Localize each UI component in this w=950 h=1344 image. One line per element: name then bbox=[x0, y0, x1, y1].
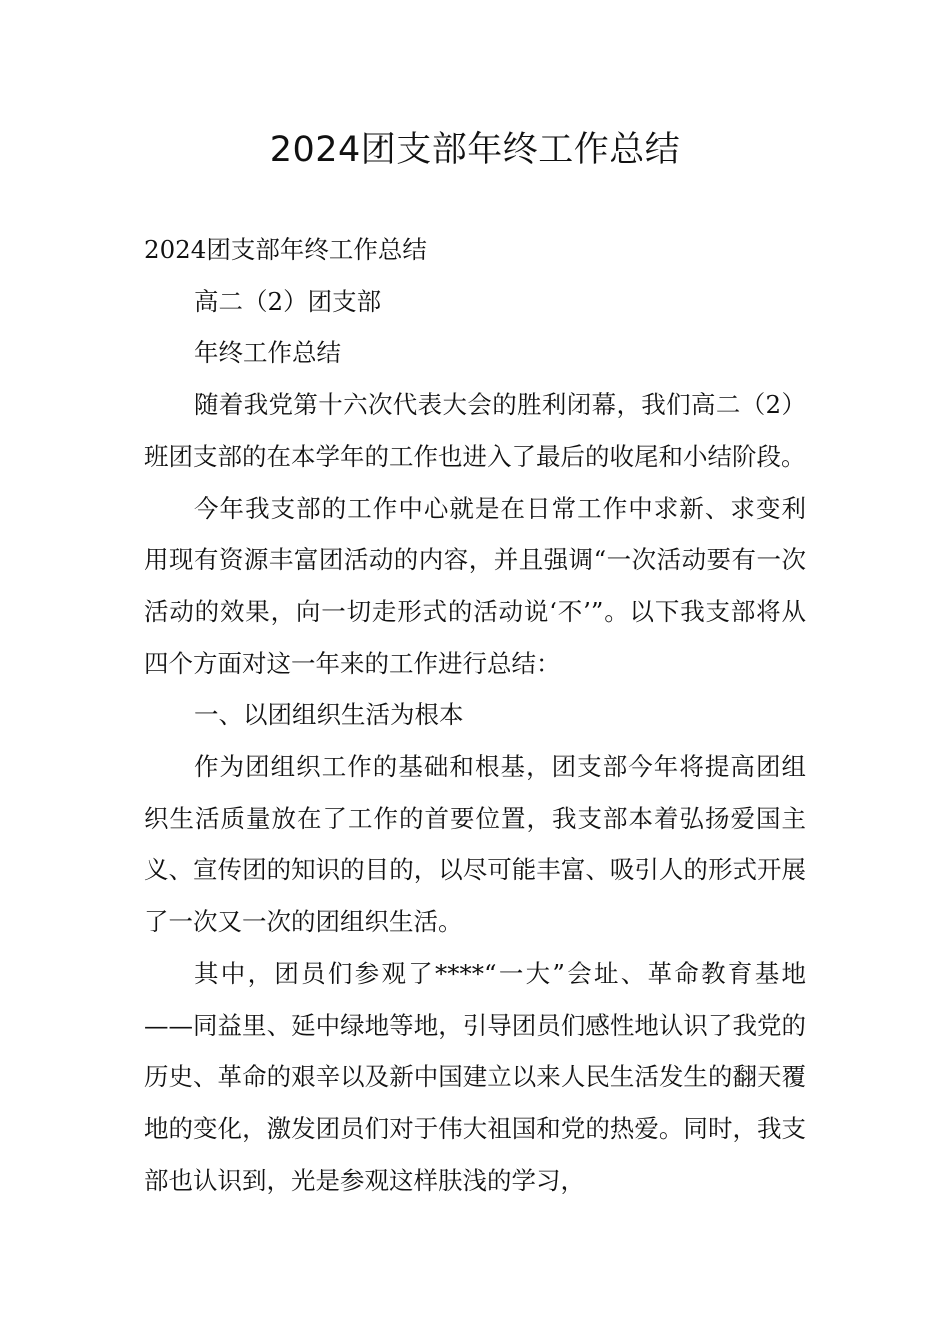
body-paragraph: 其中，团员们参观了****“一大”会址、革命教育基地——同益里、延中绿地等地，引导团员们感性地认识了我党的历史、革命的艰辛以及新中国建立以来人民生活发生的翻天覆地的变化，激发团员们对于伟大祖国和党的热爱。同时，我支部也认识到，光是参观这样肤浅的学习， bbox=[144, 958, 806, 1195]
body-paragraph: 随着我党第十六次代表大会的胜利闭幕，我们高二（2）班团支部的在本学年的工作也进入了最后的收尾和小结阶段。 bbox=[144, 390, 806, 471]
body-paragraph: 作为团组织工作的基础和根基，团支部今年将提高团组织生活质量放在了工作的首要位置，我支部本着弘扬爱国主义、宣传团的知识的目的，以尽可能丰富、吸引人的形式开展了一次又一次的团组织生活。 bbox=[144, 752, 806, 937]
section-heading: 一、以团组织生活为根本 bbox=[194, 700, 464, 730]
document-title: 2024团支部年终工作总结 bbox=[269, 130, 681, 170]
body-paragraph: 2024团支部年终工作总结 bbox=[144, 235, 427, 264]
body-paragraph: 今年我支部的工作中心就是在日常工作中求新、求变利用现有资源丰富团活动的内容，并且强调“一次活动要有一次活动的效果，向一切走形式的活动说‘不’”。以下我支部将从四个方面对这一年来的工作进行总结： bbox=[144, 493, 806, 678]
body-paragraph: 年终工作总结 bbox=[194, 338, 341, 368]
body-paragraph: 高二（2）团支部 bbox=[194, 286, 382, 316]
document-body bbox=[144, 224, 806, 1206]
